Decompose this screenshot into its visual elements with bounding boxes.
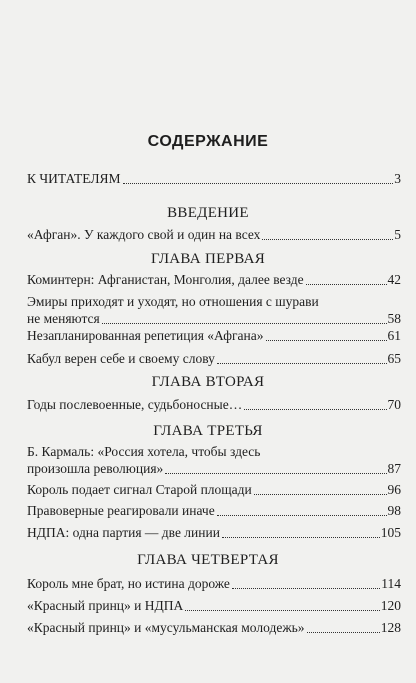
leader-dots bbox=[102, 323, 387, 324]
toc-entry-page: 61 bbox=[387, 328, 401, 343]
leader-dots bbox=[306, 284, 387, 285]
toc-entry bbox=[27, 327, 401, 344]
leader-dots bbox=[254, 494, 387, 495]
leader-dots bbox=[123, 183, 394, 184]
toc-entry-text: Король подает сигнал Старой площади bbox=[27, 482, 252, 497]
toc-entry-text: «Красный принц» и «мусульманская молодежь» bbox=[27, 620, 305, 635]
toc-entry bbox=[27, 502, 401, 519]
toc-entry-text: произошла революция» bbox=[27, 461, 164, 476]
toc-entry bbox=[27, 271, 401, 288]
leader-dots bbox=[217, 515, 387, 516]
toc-entry bbox=[27, 524, 401, 541]
toc-entry-text: «Афган». У каждого свой и один на всех bbox=[27, 227, 261, 242]
toc-entry-page: 120 bbox=[380, 598, 401, 613]
toc-entry bbox=[27, 443, 401, 477]
toc-entry-readers bbox=[27, 170, 401, 187]
toc-entry-page: 65 bbox=[387, 351, 401, 366]
section-heading-intro: ВВЕДЕНИЕ bbox=[167, 205, 249, 221]
toc-entry bbox=[27, 396, 401, 413]
section-heading-chapter-3: ГЛАВА ТРЕТЬЯ bbox=[153, 423, 263, 439]
toc-entry-text: Король мне брат, но истина дороже bbox=[27, 576, 230, 591]
page-title: СОДЕРЖАНИЕ bbox=[147, 133, 269, 150]
leader-dots bbox=[217, 363, 387, 364]
toc-entry-page: 70 bbox=[387, 397, 401, 412]
toc-entry-page: 105 bbox=[380, 525, 401, 540]
leader-dots bbox=[165, 473, 386, 474]
toc-entry-text: Правоверные реагировали иначе bbox=[27, 503, 215, 518]
leader-dots bbox=[222, 537, 380, 538]
toc-entry-text: «Красный принц» и НДПА bbox=[27, 598, 184, 613]
toc-entry-intro bbox=[27, 226, 401, 243]
toc-entry bbox=[27, 597, 401, 614]
toc-entry bbox=[27, 619, 401, 636]
toc-entry-text: Годы послевоенные, судьбоносные… bbox=[27, 397, 243, 412]
toc-entry-text: К ЧИТАТЕЛЯМ bbox=[27, 171, 121, 186]
toc-entry bbox=[27, 350, 401, 367]
leader-dots bbox=[244, 409, 386, 410]
toc-entry-page: 42 bbox=[387, 272, 401, 287]
toc-entry-page: 114 bbox=[381, 576, 401, 591]
toc-entry-page: 3 bbox=[394, 171, 401, 186]
leader-dots bbox=[185, 610, 380, 611]
toc-entry bbox=[27, 575, 401, 592]
leader-dots bbox=[232, 588, 380, 589]
toc-entry-text: Кабул верен себе и своему слову bbox=[27, 351, 215, 366]
toc-entry-text: Незапланированная репетиция «Афгана» bbox=[27, 328, 264, 343]
section-heading-chapter-2: ГЛАВА ВТОРАЯ bbox=[151, 374, 265, 390]
toc-entry bbox=[27, 481, 401, 498]
leader-dots bbox=[266, 340, 387, 341]
toc-entry-text: Б. Кармаль: «Россия хотела, чтобы здесь bbox=[27, 444, 261, 459]
toc-entry bbox=[27, 293, 401, 327]
toc-entry-text: Эмиры приходят и уходят, но отношения с шурави bbox=[27, 294, 319, 309]
leader-dots bbox=[307, 632, 380, 633]
toc-entry-text: не меняются bbox=[27, 311, 100, 326]
toc-entry-text: НДПА: одна партия — две линии bbox=[27, 525, 220, 540]
section-heading-chapter-4: ГЛАВА ЧЕТВЕРТАЯ bbox=[137, 552, 279, 568]
toc-entry-page: 98 bbox=[387, 503, 401, 518]
toc-entry-page: 58 bbox=[387, 311, 401, 326]
toc-entry-text: Коминтерн: Афганистан, Монголия, далее везде bbox=[27, 272, 304, 287]
toc-entry-page: 5 bbox=[394, 227, 401, 242]
leader-dots bbox=[262, 239, 393, 240]
section-heading-chapter-1: ГЛАВА ПЕРВАЯ bbox=[150, 251, 266, 267]
toc-entry-page: 96 bbox=[387, 482, 401, 497]
toc-entry-page: 87 bbox=[387, 461, 401, 476]
toc-entry-page: 128 bbox=[380, 620, 401, 635]
